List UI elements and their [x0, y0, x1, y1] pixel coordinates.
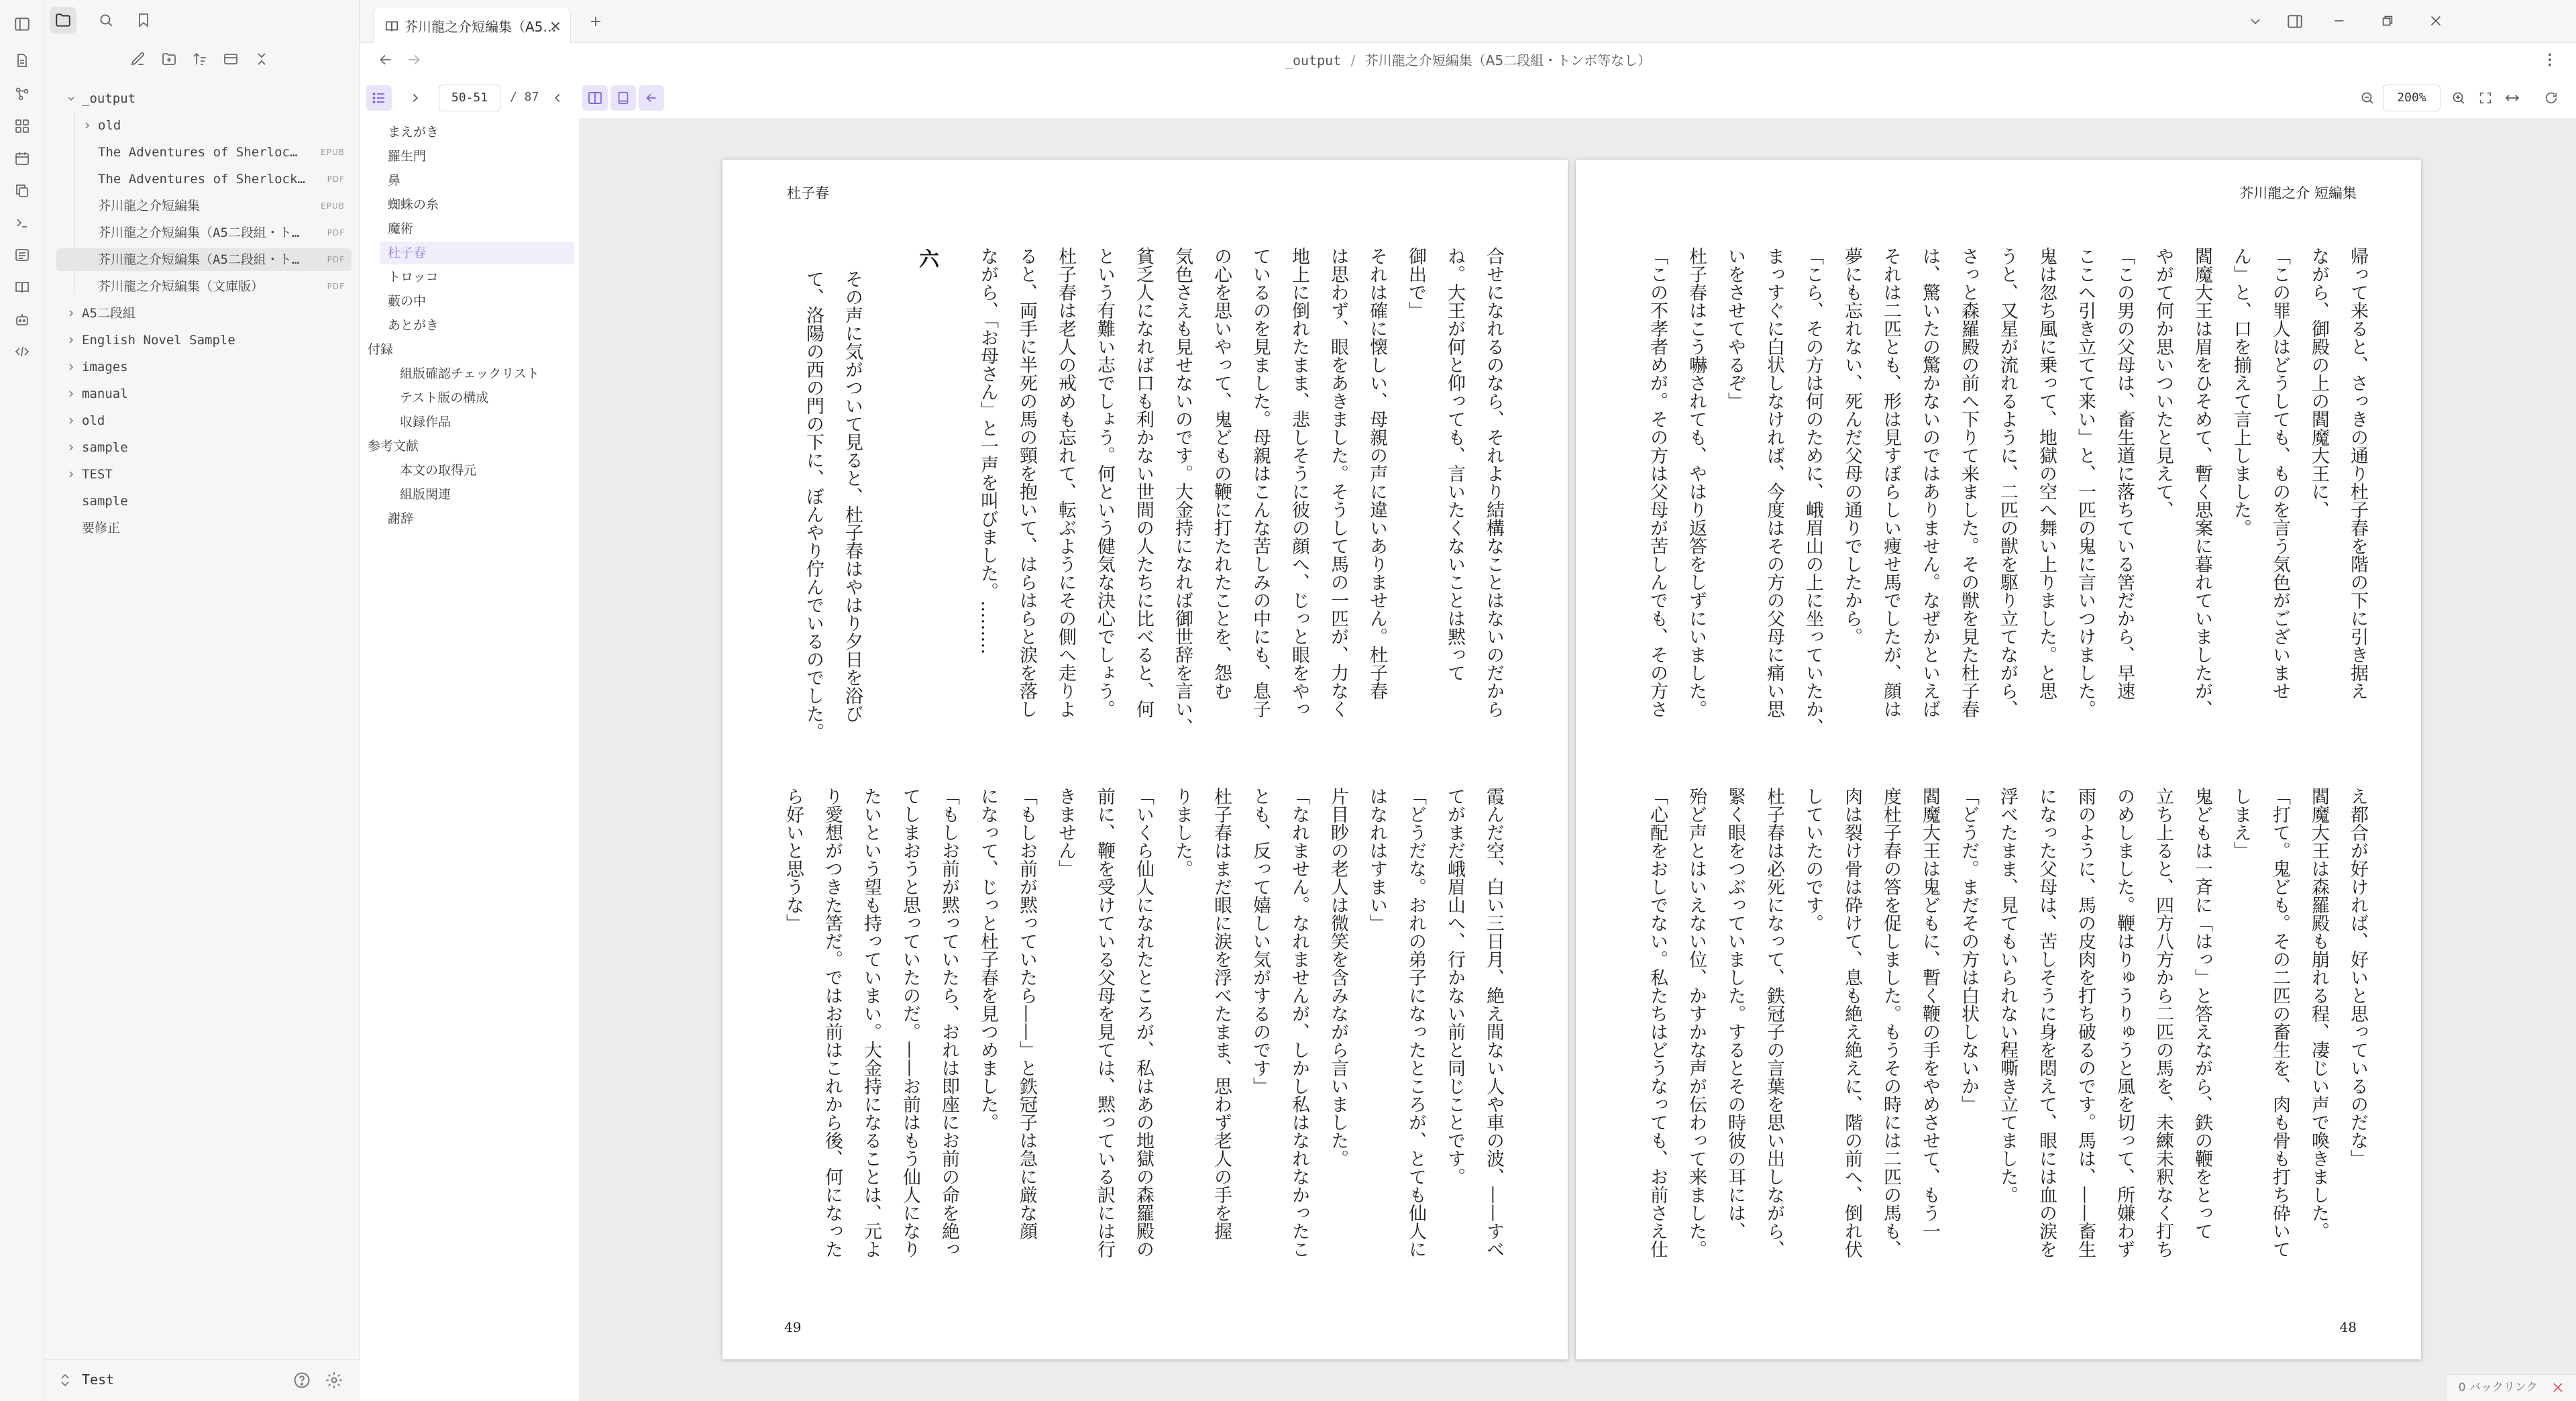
folder-item[interactable]: [63, 302, 352, 325]
breadcrumb-separator: /: [1350, 52, 1356, 68]
text-column: 「どうだな。おれの弟子になったところが、とても仙人に: [1405, 787, 1426, 1258]
reload-button[interactable]: [2538, 85, 2564, 111]
text-column: 閻魔大王は眉をひそめて、暫く思案に暮れていましたが、: [2192, 247, 2212, 718]
zoom-out-icon: [2359, 90, 2375, 106]
text-column: という有難い志でしょう。何という健気な決心でしょう。: [1094, 247, 1115, 718]
fit-width-icon: [2504, 90, 2520, 106]
new-note-icon[interactable]: [10, 48, 34, 72]
text-column: していたのです。: [1803, 787, 1823, 932]
file-item-selected[interactable]: [56, 248, 352, 271]
file-ext-badge: PDF: [327, 282, 345, 291]
text-column: 「打て。鬼ども。その二匹の畜生を、肉も骨も打ち砕いて: [2269, 787, 2290, 1258]
fit-width-button[interactable]: [2500, 85, 2525, 111]
text-column: 帰って来ると、さっきの通り杜子春を階の下に引き据え: [2347, 247, 2368, 700]
folder-label: TEST: [82, 467, 113, 482]
settings-gear-icon[interactable]: [325, 1371, 343, 1390]
text-column: て、洛陽の西の門の下に、ぼんやり佇んでいるのでした。: [803, 270, 824, 741]
text-column: 前に、鞭を受けている父母を見ては、黙っている訳には行: [1094, 787, 1115, 1258]
calendar-icon[interactable]: [10, 146, 34, 170]
text-column: 御出で」: [1405, 247, 1426, 319]
text-column: のめしました。鞭はりゅうりゅうと風を切って、所嫌わず: [2114, 787, 2135, 1258]
text-column: それは二匹とも、形は見すぼらしい痩せ馬でしたが、顔は: [1880, 247, 1901, 718]
text-column: 殆ど声とはいえない位、かすかな声が伝わって来ました。: [1686, 787, 1707, 1258]
chevron-right-icon: [66, 469, 76, 480]
text-column: ね。大王が何と仰っても、言いたくないことは黙って: [1444, 247, 1465, 682]
chevron-right-icon: [66, 362, 76, 372]
page-icon: [616, 91, 631, 105]
tab-pdf[interactable]: [373, 7, 571, 43]
file-item[interactable]: [78, 275, 352, 298]
folder-label: English Novel Sample: [82, 333, 235, 348]
text-column: ん」と、口を揃えて言上しました。: [2231, 247, 2251, 537]
folder-label: old: [98, 118, 121, 133]
text-column: の心を思いやって、鬼どもの鞭に打たれたことを、怨む: [1211, 247, 1232, 700]
text-column: 閻魔大王は森羅殿も崩れる程、凄じい声で喚きました。: [2308, 787, 2329, 1240]
view-header: [360, 43, 2576, 78]
text-column: 貧乏人になれば口も利かない世間の人たちに比べると、何: [1133, 247, 1154, 718]
folder-label: old: [82, 413, 105, 428]
text-column: ながら、御殿の上の閻魔大王に、: [2308, 247, 2329, 519]
text-column: うと、又星が流れるように、二匹の獣を駆り立てながら、: [1997, 247, 2018, 718]
outline-item[interactable]: まえがき: [388, 125, 439, 140]
text-column: 雨のように、馬の皮肉を打ち破るのです。馬は、——畜生: [2075, 787, 2096, 1258]
file-ext-badge: EPUB: [321, 148, 345, 157]
outline-toggle-button[interactable]: [366, 85, 392, 111]
fit-page-button[interactable]: [2473, 85, 2498, 111]
file-label: The Adventures of Sherlock…: [98, 172, 305, 187]
text-column: ているのを見ました。母親はこんな苦しみの中にも、息子: [1250, 247, 1271, 718]
folder-item[interactable]: [63, 409, 352, 432]
more-options-icon[interactable]: [2541, 51, 2559, 68]
text-column: まっすぐに白状しなければ、今度はその方の父母に痛い思: [1764, 247, 1784, 718]
folder-item[interactable]: [63, 382, 352, 405]
arrow-left-icon: [644, 91, 659, 105]
text-column: 緊く眼をつぶっていました。するとその時彼の耳には、: [1725, 787, 1746, 1240]
tab-title: 芥川龍之介短編集（A5…: [405, 19, 557, 35]
new-folder-button[interactable]: [156, 46, 182, 72]
file-ext-badge: PDF: [327, 255, 345, 264]
pdf-viewer[interactable]: [580, 118, 2576, 1401]
text-column: 杜子春はこう嚇されても、やはり返答をしずにいました。: [1686, 247, 1707, 718]
text-column: になって、じっと杜子春を見つめました。: [977, 787, 998, 1131]
file-item[interactable]: [78, 141, 352, 164]
tab-bar: [360, 0, 2576, 43]
fit-page-icon: [2478, 91, 2493, 105]
outline-item[interactable]: 鼻: [388, 173, 401, 188]
vault-switch-icon[interactable]: [59, 1372, 75, 1390]
text-column: きません」: [1055, 787, 1076, 878]
pdf-page-left: [722, 160, 1568, 1359]
previous-page-button[interactable]: [545, 85, 570, 111]
outline-item[interactable]: 藪の中: [388, 294, 427, 309]
file-item[interactable]: [63, 490, 352, 513]
two-page-spread-button[interactable]: [582, 85, 608, 111]
text-column: さっと森羅殿の前へ下りて来ました。その獣を見た杜子春: [1958, 247, 1979, 718]
chevron-right-icon: [66, 415, 76, 426]
text-column: 「もしお前が黙っていたら——」と鉄冠子は急に厳な顔: [1016, 787, 1037, 1240]
chevron-right-icon: [66, 335, 76, 346]
outline-item[interactable]: トロッコ: [388, 270, 439, 284]
text-column: は、驚いたの驚かないのではありません。なぜかといえば: [1919, 247, 1940, 718]
zoom-out-button[interactable]: [2355, 85, 2380, 111]
text-column: 杜子春は老人の戒めも忘れて、転ぶようにその側へ走りよ: [1055, 247, 1076, 718]
file-ext-badge: PDF: [327, 174, 345, 184]
text-column: てがまだ峨眉山へ、行かない前と同じことです。: [1444, 787, 1465, 1186]
new-tab-plus-icon[interactable]: [588, 13, 604, 30]
canvas-icon[interactable]: [10, 114, 34, 138]
text-column: 鬼は忽ち風に乗って、地獄の空へ舞い上りました。と思: [2036, 247, 2057, 700]
page-number: 48: [2339, 1319, 2357, 1335]
text-column: しまえ」: [2231, 787, 2251, 860]
page-number-input[interactable]: 50-51: [439, 85, 500, 111]
outline-item[interactable]: 魔術: [388, 221, 414, 236]
outline-item[interactable]: 組版関連: [400, 487, 451, 502]
zoom-in-button[interactable]: [2446, 85, 2471, 111]
text-column: 「この男の父母は、畜生道に落ちている筈だから、早速: [2114, 247, 2135, 700]
close-tab-icon[interactable]: [549, 20, 561, 32]
chevron-down-icon: [66, 93, 76, 104]
pdf-page-right: [1576, 160, 2421, 1359]
file-label: 芥川龍之介短編集（A5二段組・ト…: [98, 252, 300, 267]
text-column: 地上に倒れたまま、悲しそうに彼の顔へ、じっと眼をやっ: [1289, 247, 1309, 718]
folder-item[interactable]: [63, 329, 352, 352]
file-ext-badge: PDF: [327, 228, 345, 238]
text-column: はなれはすまい」: [1366, 787, 1387, 932]
pdf-outline-panel: [360, 118, 580, 1401]
text-column: 霞んだ空、白い三日月、絶え間ない人や車の波、——すべ: [1483, 787, 1504, 1258]
text-column: いをさせてやるぞ」: [1725, 247, 1746, 410]
text-column: になった父母は、苦しそうに身を悶えて、眼には血の涙を: [2036, 787, 2057, 1258]
text-column: たいという望も持っていまい。大金持になることは、元よ: [861, 787, 881, 1258]
text-column: ら好いと思うな」: [783, 787, 804, 932]
robot-icon[interactable]: [10, 307, 34, 331]
list-icon: [371, 90, 387, 106]
folder-label: sample: [82, 440, 128, 455]
outline-item[interactable]: 収録作品: [400, 415, 451, 429]
tab-list-chevron-icon[interactable]: [2247, 13, 2263, 30]
outline-item[interactable]: あとがき: [388, 318, 439, 333]
folder-label: manual: [82, 386, 128, 401]
status-bar: [2446, 1374, 2576, 1401]
vault-name[interactable]: Test: [82, 1371, 115, 1388]
folder-old[interactable]: [78, 114, 352, 137]
text-column: 「心配をおしでない。私たちはどうなっても、お前さえ仕: [1647, 787, 1668, 1258]
bookmark-icon[interactable]: [130, 7, 157, 34]
text-column: 「もしお前が黙っていたら、おれは即座にお前の命を絶っ: [938, 787, 959, 1258]
outline-item[interactable]: 参考文献: [368, 439, 419, 454]
chevron-right-icon: [82, 120, 93, 131]
text-column: てしまおうと思っていたのだ。——お前はもう仙人になり: [900, 787, 920, 1258]
outline-item[interactable]: 羅生門: [388, 149, 427, 164]
copy-icon[interactable]: [10, 178, 34, 203]
file-item[interactable]: [63, 517, 352, 539]
code-icon[interactable]: [10, 340, 34, 364]
sidebar-tab-strip: [44, 0, 360, 40]
chevron-right-icon: [66, 442, 76, 453]
sort-button[interactable]: [186, 46, 213, 72]
outline-item[interactable]: 組版確認チェックリスト: [400, 366, 540, 381]
file-item[interactable]: [78, 195, 352, 217]
text-column: 杜子春はまだ眼に涙を浮べたまま、思わず老人の手を握: [1211, 787, 1232, 1240]
reload-icon: [2544, 91, 2559, 105]
sidebar-toggle-icon[interactable]: [10, 12, 34, 36]
text-column: ここへ引き立てて来い」と、一匹の鬼に言いつけました。: [2075, 247, 2096, 718]
text-column: 「いくら仙人になれたところが、私はあの地獄の森羅殿の: [1133, 787, 1154, 1258]
text-column: ると、両手に半死の馬の頸を抱いて、はらはらと涙を落し: [1016, 247, 1037, 718]
backlinks-count[interactable]: 0 バックリンク: [2458, 1381, 2538, 1394]
file-label: sample: [82, 494, 128, 509]
outline-item[interactable]: 謝辞: [388, 511, 414, 526]
list-icon[interactable]: [10, 243, 34, 267]
folder-item[interactable]: [63, 463, 352, 486]
text-column: 夢にも忘れない、死んだ父母の通りでしたから。: [1841, 247, 1862, 645]
running-header: 芥川龍之介 短編集: [2239, 185, 2357, 201]
text-column: 鬼どもは一斉に「はっ」と答えながら、鉄の鞭をとって: [2192, 787, 2212, 1240]
page-number: 49: [784, 1319, 802, 1335]
book-open-icon: [384, 19, 399, 34]
restore-icon[interactable]: [2380, 13, 2395, 28]
file-label: 芥川龍之介短編集（文庫版）: [98, 279, 264, 294]
text-column: 「この不孝者めが。その方は父母が苦しんでも、その方さ: [1647, 247, 1668, 718]
text-column: は思わず、眼をあきました。そうして馬の一匹が、力なく: [1328, 247, 1348, 718]
close-window-icon[interactable]: [2428, 13, 2443, 28]
text-column: え都合が好ければ、好いと思っているのだな」: [2347, 787, 2368, 1168]
breadcrumb-file[interactable]: 芥川龍之介短編集（A5二段組・トンボ等なし）: [1364, 52, 1652, 68]
text-column: それは確に懐しい、母親の声に違いありません。杜子春: [1366, 247, 1387, 700]
file-label: The Adventures of Sherloc…: [98, 145, 298, 160]
outline-item[interactable]: 蜘蛛の糸: [388, 197, 439, 212]
breadcrumb: [360, 50, 2576, 69]
text-column: その声に気がついて見ると、杜子春はやはり夕日を浴び: [842, 270, 863, 723]
book-spread-icon: [587, 90, 603, 106]
outline-item[interactable]: 本文の取得元: [400, 463, 477, 478]
folder-label: A5二段組: [82, 306, 136, 321]
text-column: 「この罪人はどうしても、ものを言う気色がございませ: [2269, 247, 2290, 700]
page-total: / 87: [510, 90, 539, 104]
text-column: 「こら、その方は何のために、峨眉山の上に坐っていたか、: [1803, 247, 1823, 736]
ribbon: [0, 0, 44, 1401]
folder-output[interactable]: [63, 87, 352, 110]
outline-item[interactable]: テスト版の構成: [400, 391, 489, 405]
outline-item-active[interactable]: 杜子春: [380, 242, 574, 264]
text-column: 片目眇の老人は微笑を含みながら言いました。: [1328, 787, 1348, 1168]
file-item[interactable]: [78, 168, 352, 191]
text-column: とも、反って嬉しい気がするのです」: [1250, 787, 1271, 1095]
help-icon[interactable]: [292, 1371, 311, 1390]
zoom-in-icon: [2451, 90, 2467, 106]
text-column: 「なれません。なれませんが、しかし私はなれなかったこ: [1289, 787, 1309, 1258]
file-item[interactable]: [78, 221, 352, 244]
outline-item[interactable]: 付録: [368, 342, 394, 357]
vault-switcher-bar: [44, 1359, 360, 1401]
chevron-right-icon: [66, 308, 76, 319]
folder-item[interactable]: [63, 436, 352, 459]
chevron-right-icon: [66, 388, 76, 399]
next-page-button[interactable]: [402, 85, 428, 111]
sync-error-icon[interactable]: [2552, 1382, 2564, 1394]
text-column: りました。: [1172, 787, 1193, 878]
text-column: 杜子春は必死になって、鉄冠子の言葉を思い出しながら、: [1764, 787, 1784, 1258]
file-explorer-sidebar: [44, 0, 360, 1401]
new-note-button[interactable]: [125, 46, 152, 72]
minimize-icon[interactable]: [2332, 13, 2347, 28]
book-icon[interactable]: [10, 275, 34, 299]
cover-page-button[interactable]: [610, 85, 636, 111]
text-column: 浮べたまま、見てもいられない程嘶き立てました。: [1997, 787, 2018, 1204]
files-tab-icon[interactable]: [50, 7, 76, 34]
zoom-level-input[interactable]: 200%: [2383, 85, 2440, 111]
graph-view-icon[interactable]: [10, 82, 34, 106]
file-label: 芥川龍之介短編集（A5二段組・ト…: [98, 225, 300, 240]
folder-item[interactable]: [63, 356, 352, 378]
text-column: 合せになれるのなら、それより結構なことはないのだから: [1483, 247, 1504, 718]
folder-label: images: [82, 360, 128, 374]
text-column: 気色さえも見せないのです。大金持になれば御世辞を言い、: [1172, 247, 1193, 736]
chevron-left-icon: [550, 91, 565, 105]
auto-reveal-button[interactable]: [217, 46, 244, 72]
folder-label: _output: [82, 91, 136, 106]
rtl-direction-button[interactable]: [639, 85, 664, 111]
text-column: り愛想がつきた筈だ。ではお前はこれから後、何になった: [822, 787, 843, 1258]
text-column: 閻魔大王は鬼どもに、暫く鞭の手をやめさせて、もう一: [1919, 787, 1940, 1240]
running-header: 杜子春: [787, 185, 829, 201]
section-heading: 六: [915, 248, 938, 268]
pdf-toolbar: [360, 78, 2576, 118]
search-icon[interactable]: [93, 7, 119, 34]
text-column: 度杜子春の答を促しました。もうその時には二匹の馬も、: [1880, 787, 1901, 1258]
file-label: 芥川龍之介短編集: [98, 199, 201, 213]
text-column: やがて何か思いついたと見えて、: [2153, 247, 2174, 519]
text-column: 肉は裂け骨は砕けて、息も絶え絶えに、階の前へ、倒れ伏: [1841, 787, 1862, 1258]
text-column: 「どうだ。まだその方は白状しないか」: [1958, 787, 1979, 1113]
collapse-all-button[interactable]: [248, 46, 275, 72]
text-column: ながら、「お母さん」と一声を叫びました。………: [977, 247, 998, 655]
right-sidebar-toggle-icon[interactable]: [2286, 13, 2304, 30]
chevron-right-icon: [408, 91, 423, 105]
breadcrumb-folder[interactable]: _output: [1284, 52, 1342, 68]
file-label: 要修正: [82, 521, 121, 535]
text-column: 立ち上ると、四方八方から二匹の馬を、未練未釈なく打ち: [2153, 787, 2174, 1258]
terminal-icon[interactable]: [10, 211, 34, 235]
file-ext-badge: EPUB: [321, 201, 345, 211]
